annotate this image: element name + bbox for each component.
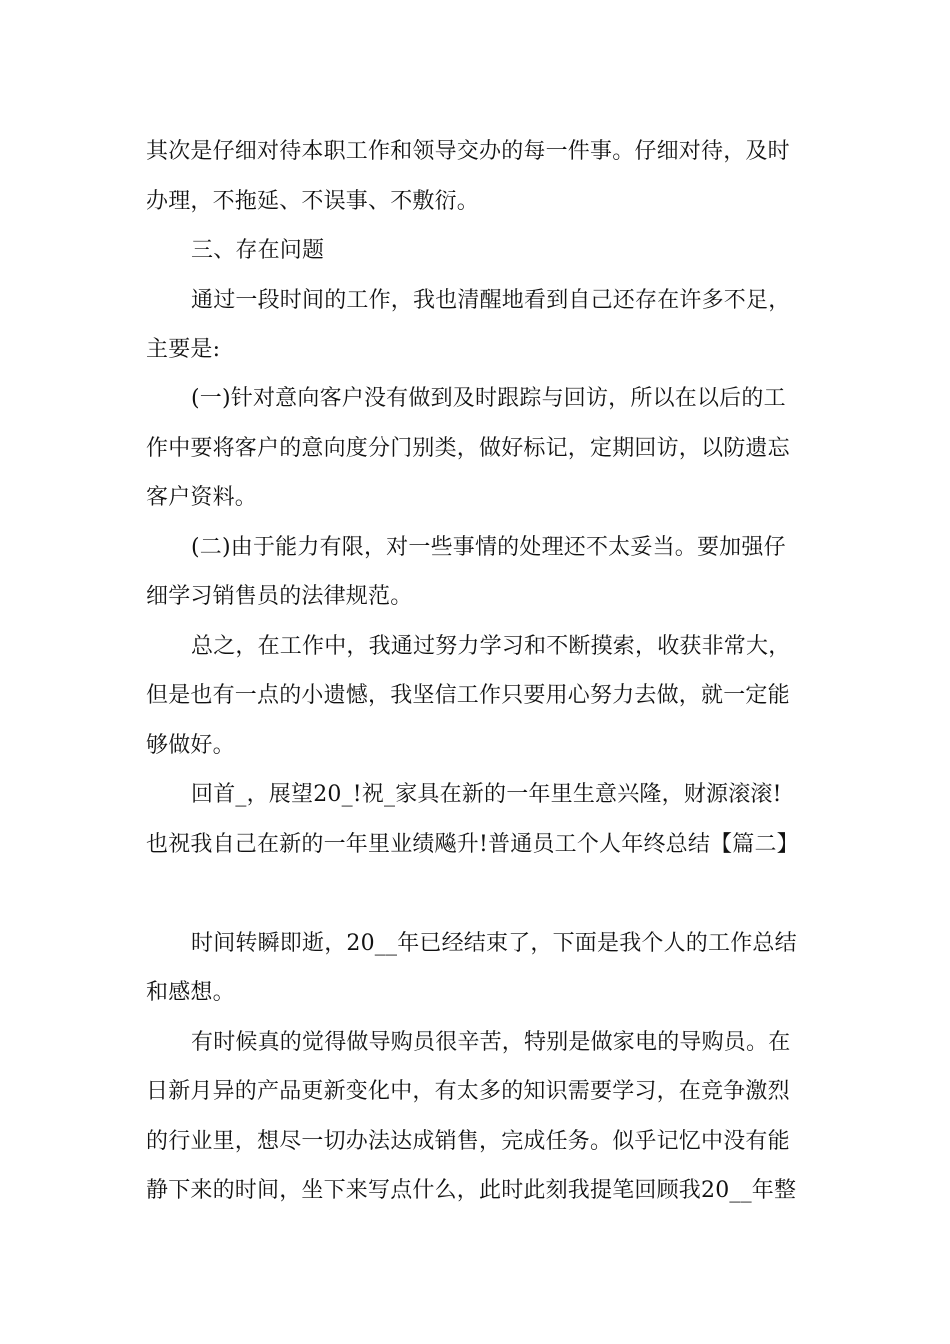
text-line: 也祝我自己在新的一年里业绩飚升!普通员工个人年终总结【篇二】 [146,832,799,857]
text-line: 作中要将客户的意向度分门别类，做好标记，定期回访，以防遗忘 [146,436,790,461]
text-line: 客户资料。 [146,485,258,510]
text-line: 通过一段时间的工作，我也清醒地看到自己还存在许多不足， [191,288,791,313]
text-line: 细学习销售员的法律规范。 [146,584,413,609]
text-line: 和感想。 [146,980,235,1005]
text-line: (二)由于能力有限，对一些事情的处理还不太妥当。要加强仔 [191,535,786,560]
text-line: 有时候真的觉得做导购员很辛苦，特别是做家电的导购员。在 [191,1030,791,1055]
text-line: (一)针对意向客户没有做到及时跟踪与回访，所以在以后的工 [191,386,786,411]
text-line: 其次是仔细对待本职工作和领导交办的每一件事。仔细对待，及时 [146,139,790,164]
text-line: 办理，不拖延、不误事、不敷衍。 [146,189,480,214]
text-line: 总之，在工作中，我通过努力学习和不断摸索，收获非常大， [191,634,791,659]
text-line: 时间转瞬即逝，20__年已经结束了，下面是我个人的工作总结 [191,931,797,956]
text-line: 回首_，展望20_!祝_家具在新的一年里生意兴隆，财源滚滚! [191,782,782,807]
text-line: 的行业里，想尽一切办法达成销售，完成任务。似乎记忆中没有能 [146,1129,790,1154]
text-line: 够做好。 [146,733,235,758]
text-line: 静下来的时间，坐下来写点什么，此时此刻我提笔回顾我20__年整 [146,1178,797,1203]
text-line: 日新月异的产品更新变化中，有太多的知识需要学习，在竞争激烈 [146,1079,790,1104]
text-line: 主要是: [146,337,221,362]
section-heading: 三、存在问题 [191,238,325,263]
text-line: 但是也有一点的小遗憾，我坚信工作只要用心努力去做，就一定能 [146,683,790,708]
